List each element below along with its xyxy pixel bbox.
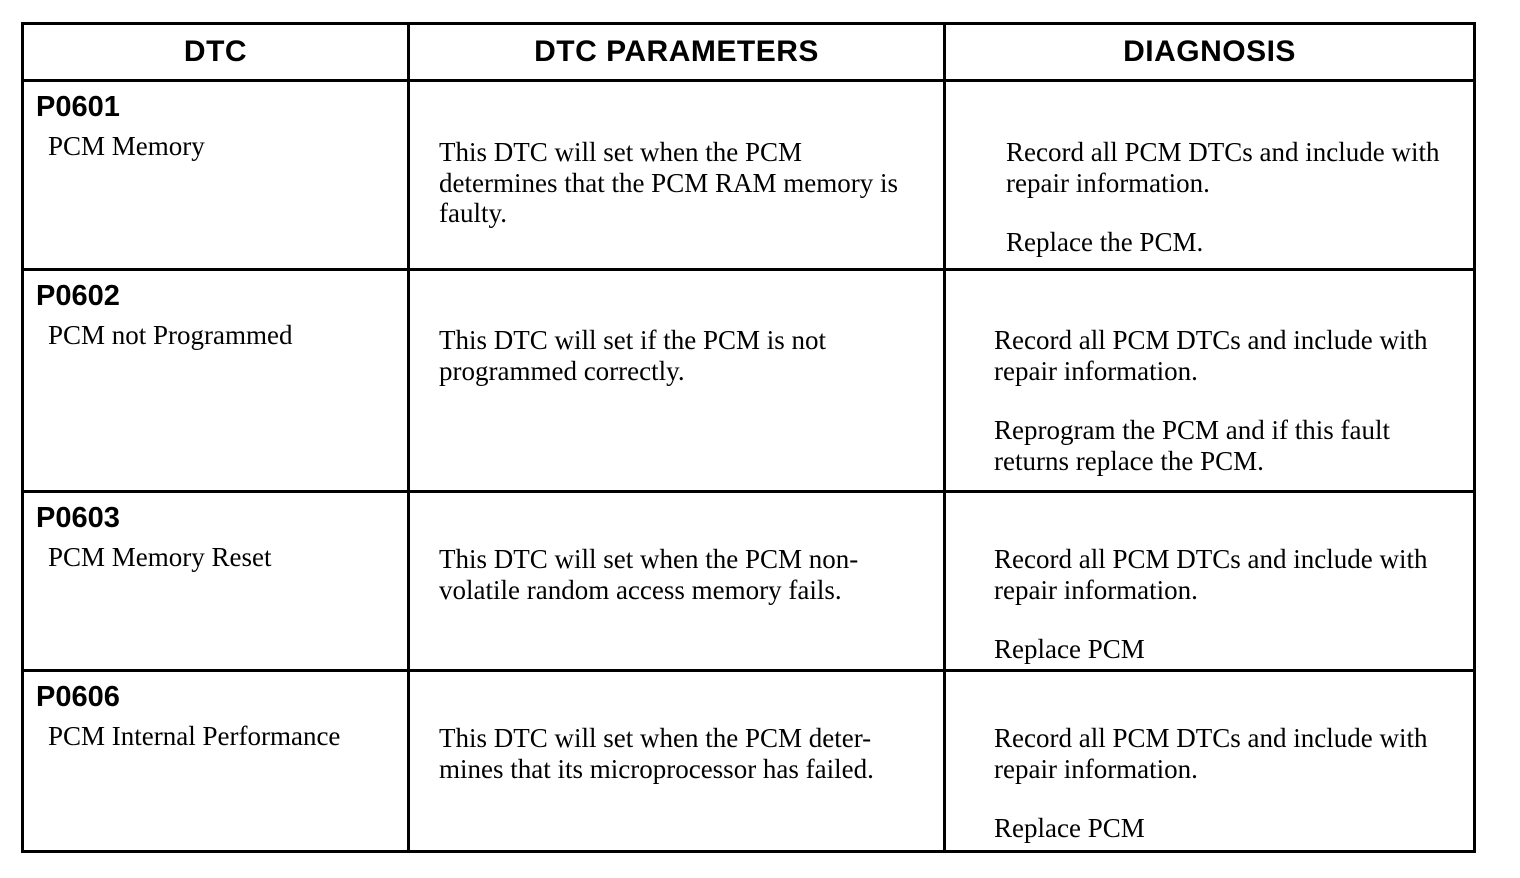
diagnosis-cell xyxy=(945,81,1475,270)
table-row xyxy=(23,270,1475,492)
diagnosis-cell xyxy=(945,270,1475,492)
dtc-parameters-text: This DTC will set if the PCM is not programmed correctly. xyxy=(439,325,827,386)
diagnosis-step: Record all PCM DTCs and include with repair information. xyxy=(994,325,1428,386)
header-dtc-parameters: DTC PARAMETERS xyxy=(409,24,945,81)
parameters-cell xyxy=(409,270,945,492)
header-dtc: DTC xyxy=(23,24,409,81)
dtc-code: P0602 xyxy=(36,280,120,312)
diagnosis-text xyxy=(994,493,1455,665)
dtc-parameters-text: This DTC will set when the PCM determines that the PCM RAM memory is faulty. xyxy=(439,137,898,228)
diagnosis-text xyxy=(994,271,1455,476)
diagnosis-step: Record all PCM DTCs and include with repair information. xyxy=(994,544,1428,605)
table-row xyxy=(23,492,1475,671)
table-row xyxy=(23,81,1475,270)
table-row xyxy=(23,671,1475,852)
parameters-cell xyxy=(409,81,945,270)
dtc-name: PCM not Programmed xyxy=(48,320,293,350)
dtc-cell xyxy=(23,492,409,671)
diagnosis-text xyxy=(994,672,1455,844)
header-row xyxy=(23,24,1475,81)
parameters-cell xyxy=(409,671,945,852)
diagnosis-step: Record all PCM DTCs and include with repair information. xyxy=(994,723,1428,784)
dtc-parameters-text: This DTC will set when the PCM deter-mines that its microprocessor has failed. xyxy=(439,723,874,784)
diagnosis-cell xyxy=(945,492,1475,671)
dtc-name: PCM Internal Performance xyxy=(48,721,341,751)
parameters-cell xyxy=(409,492,945,671)
dtc-cell xyxy=(23,270,409,492)
dtc-code: P0606 xyxy=(36,681,120,713)
diagnosis-text xyxy=(1006,82,1455,258)
dtc-name: PCM Memory xyxy=(48,131,205,161)
dtc-table xyxy=(21,22,1476,853)
diagnosis-step: Replace the PCM. xyxy=(1006,227,1204,257)
diagnosis-cell xyxy=(945,671,1475,852)
diagnosis-step: Replace PCM xyxy=(994,634,1145,664)
diagnosis-step: Record all PCM DTCs and include with repair information. xyxy=(1006,137,1440,198)
diagnosis-step: Replace PCM xyxy=(994,813,1145,843)
dtc-cell xyxy=(23,81,409,270)
dtc-parameters-text: This DTC will set when the PCM non-volatile random access memory fails. xyxy=(439,544,859,605)
dtc-cell xyxy=(23,671,409,852)
dtc-name: PCM Memory Reset xyxy=(48,542,272,572)
dtc-code: P0603 xyxy=(36,502,120,534)
diagnosis-step: Reprogram the PCM and if this fault returns replace the PCM. xyxy=(994,415,1390,476)
dtc-code: P0601 xyxy=(36,91,120,123)
header-diagnosis: DIAGNOSIS xyxy=(945,24,1475,81)
